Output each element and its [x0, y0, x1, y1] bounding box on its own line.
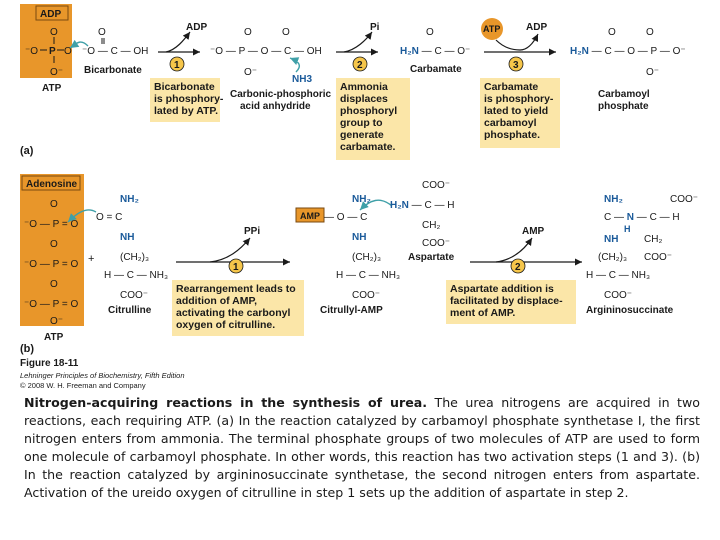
attack-arrow-a2 [290, 58, 299, 72]
svg-text:COO⁻: COO⁻ [670, 194, 699, 205]
carbamate-label: Carbamate [410, 64, 462, 75]
note-b2-line: ment of AMP. [450, 307, 516, 319]
note-a3-line: lated to yield [484, 105, 549, 117]
svg-text:H₂N — C — H: H₂N — C — H [390, 200, 455, 211]
svg-text:O: O [646, 27, 654, 38]
svg-text:O = C: O = C [96, 212, 123, 223]
note-a3-line: phosphate. [484, 129, 541, 141]
note-b1-line: oxygen of citrulline. [176, 319, 276, 331]
svg-text:COO⁻: COO⁻ [644, 252, 673, 263]
step2-number-b: 2 [515, 262, 521, 273]
svg-text:⁻O — P = O: ⁻O — P = O [24, 299, 79, 310]
aspartate-label: Aspartate [408, 252, 455, 263]
citrullyl-amp-label: Citrullyl-AMP [320, 305, 383, 316]
svg-text:⁻O — P = O: ⁻O — P = O [24, 219, 79, 230]
svg-text:H: H [624, 224, 631, 234]
svg-text:COO⁻: COO⁻ [422, 238, 451, 249]
svg-text:NH₂: NH₂ [352, 194, 371, 205]
note-a3-line: Carbamate [484, 81, 539, 93]
atp-circle-label: ATP [483, 24, 501, 34]
step1-number-b: 1 [233, 262, 239, 273]
panel-b [20, 174, 698, 355]
adp-tag: ADP [40, 9, 62, 20]
note-b1-line: Rearrangement leads to [176, 283, 296, 295]
svg-text:Bicarbonate is phosphory [154, 81, 226, 117]
atp-label-b: ATP [44, 332, 64, 343]
plus-sign: + [88, 253, 95, 265]
caption-body: The urea nitrogens are acquired in two reactions, each requiring ATP. (a) In the reaction catalyzed by carbamoyl phosphate synthetase I, the first nitrogen enters from ammonia. The terminal phosphate groups of two molecules of ATP are used to form one molecule of carbamoyl phosphate. In other words, this reaction has two activation steps (1 and 3). (b) In the reaction catalyzed by argininosuccinate synthetase, the second nitrogen enters from aspartate. Activation of the ureido oxygen of citrulline in step 1 sets up the addition of aspartate in step 2. [24, 395, 700, 500]
note-a1-line: is phosphory- [154, 93, 224, 105]
note-a2-line: generate [340, 129, 384, 141]
figure-caption [24, 394, 700, 502]
ammonia: NH3 [292, 74, 313, 85]
svg-text:O⁻: O⁻ [50, 316, 64, 327]
note-a1-line: lated by ATP. [154, 105, 218, 117]
svg-text:C — N — C — H: C — N — C — H [604, 212, 680, 223]
svg-text:⁻O — P — O — C — OH: ⁻O — P — O — C — OH [210, 46, 322, 57]
note-a2-line: carbamate. [340, 141, 396, 153]
note-a2-line: displaces [340, 93, 388, 105]
svg-text:CH₂: CH₂ [422, 220, 441, 231]
svg-text:O⁻: O⁻ [244, 67, 258, 78]
svg-text:(CH₂)₃: (CH₂)₃ [598, 252, 628, 263]
svg-text:H — C — NH₃: H — C — NH₃ [104, 270, 169, 281]
svg-text:NH: NH [352, 232, 367, 243]
svg-text:H — C — NH₃: H — C — NH₃ [336, 270, 401, 281]
svg-text:NH₂: NH₂ [604, 194, 623, 205]
citrulline-label: Citrulline [108, 305, 152, 316]
note-a2-line: Ammonia [340, 81, 388, 93]
svg-text:O: O [50, 279, 58, 290]
svg-text:⁻O: ⁻O [25, 46, 39, 57]
step2-reagent-pi: Pi [370, 22, 380, 33]
svg-text:⁻O — C — OH: ⁻O — C — OH [82, 46, 149, 57]
note-a3-line: carbamoyl [484, 117, 537, 129]
svg-text:COO⁻: COO⁻ [422, 180, 451, 191]
copyright-credit: © 2008 W. H. Freeman and Company [20, 381, 146, 390]
svg-text:O: O [64, 46, 72, 57]
note-b2-line: facilitated by displace- [450, 295, 563, 307]
book-credit: Lehninger Principles of Biochemistry, Fifth Edition [20, 371, 185, 380]
ppi: PPi [244, 226, 261, 237]
svg-text:O: O [282, 27, 290, 38]
panel-a-label: (a) [20, 145, 34, 157]
step2-number-a: 2 [357, 60, 363, 71]
figure-number: Figure 18-11 [20, 358, 79, 369]
panel-a [20, 4, 686, 160]
svg-text:NH₂: NH₂ [120, 194, 139, 205]
caption-title: Nitrogen-acquiring reactions in the synthesis of urea. [24, 395, 428, 410]
svg-text:O: O [50, 199, 58, 210]
svg-text:⁻O — P = O: ⁻O — P = O [24, 259, 79, 270]
carbamoyl-label-2: phosphate [598, 101, 649, 112]
svg-text:CH₂: CH₂ [644, 234, 663, 245]
svg-text:O: O [426, 27, 434, 38]
svg-text:O: O [50, 27, 58, 38]
bicarbonate-label: Bicarbonate [84, 65, 142, 76]
svg-text:O⁻: O⁻ [50, 67, 64, 78]
amp-released: AMP [522, 226, 545, 237]
svg-text:COO⁻: COO⁻ [120, 290, 149, 301]
note-b1-line: addition of AMP, [176, 295, 258, 307]
svg-text:COO⁻: COO⁻ [604, 290, 633, 301]
svg-text:NH: NH [120, 232, 135, 243]
step1-number-a: 1 [174, 60, 180, 71]
carbonic-label-1: Carbonic-phosphoric [230, 89, 332, 100]
argininosuccinate-label: Argininosuccinate [586, 305, 674, 316]
svg-text:(CH₂)₃: (CH₂)₃ [352, 252, 382, 263]
note-a3-line: is phosphory- [484, 93, 554, 105]
adenosine-tag: Adenosine [26, 179, 78, 190]
note-a1-line: Bicarbonate [154, 81, 215, 93]
svg-text:O⁻: O⁻ [646, 67, 660, 78]
note-a2-line: group to [340, 117, 383, 129]
note-a2-line: phosphoryl [340, 105, 398, 117]
carbamoyl-label-1: Carbamoyl [598, 89, 650, 100]
carbonic-label-2: acid anhydride [240, 101, 311, 112]
step3-reagent-adp: ADP [526, 22, 548, 33]
note-b2-line: Aspartate addition is [450, 283, 554, 295]
svg-text:COO⁻: COO⁻ [352, 290, 381, 301]
svg-text:P: P [49, 46, 56, 57]
svg-text:— O — C: — O — C [324, 212, 368, 223]
svg-text:(CH₂)₃: (CH₂)₃ [120, 252, 150, 263]
note-b1-line: activating the carbonyl [176, 307, 291, 319]
svg-text:O: O [50, 239, 58, 250]
svg-text:H₂N — C — O⁻: H₂N — C — O⁻ [400, 46, 471, 57]
amp-box-label: AMP [300, 211, 320, 221]
svg-text:O: O [244, 27, 252, 38]
step1-reagent-adp: ADP [186, 22, 208, 33]
svg-text:H₂N — C — O — P — O⁻: H₂N — C — O — P — O⁻ [570, 46, 686, 57]
svg-text:O: O [98, 27, 106, 38]
step3-number-a: 3 [513, 60, 519, 71]
svg-text:NH: NH [604, 234, 619, 245]
atp-label-a: ATP [42, 83, 62, 94]
panel-b-label: (b) [20, 343, 35, 355]
svg-text:O: O [608, 27, 616, 38]
svg-text:H — C — NH₃: H — C — NH₃ [586, 270, 651, 281]
